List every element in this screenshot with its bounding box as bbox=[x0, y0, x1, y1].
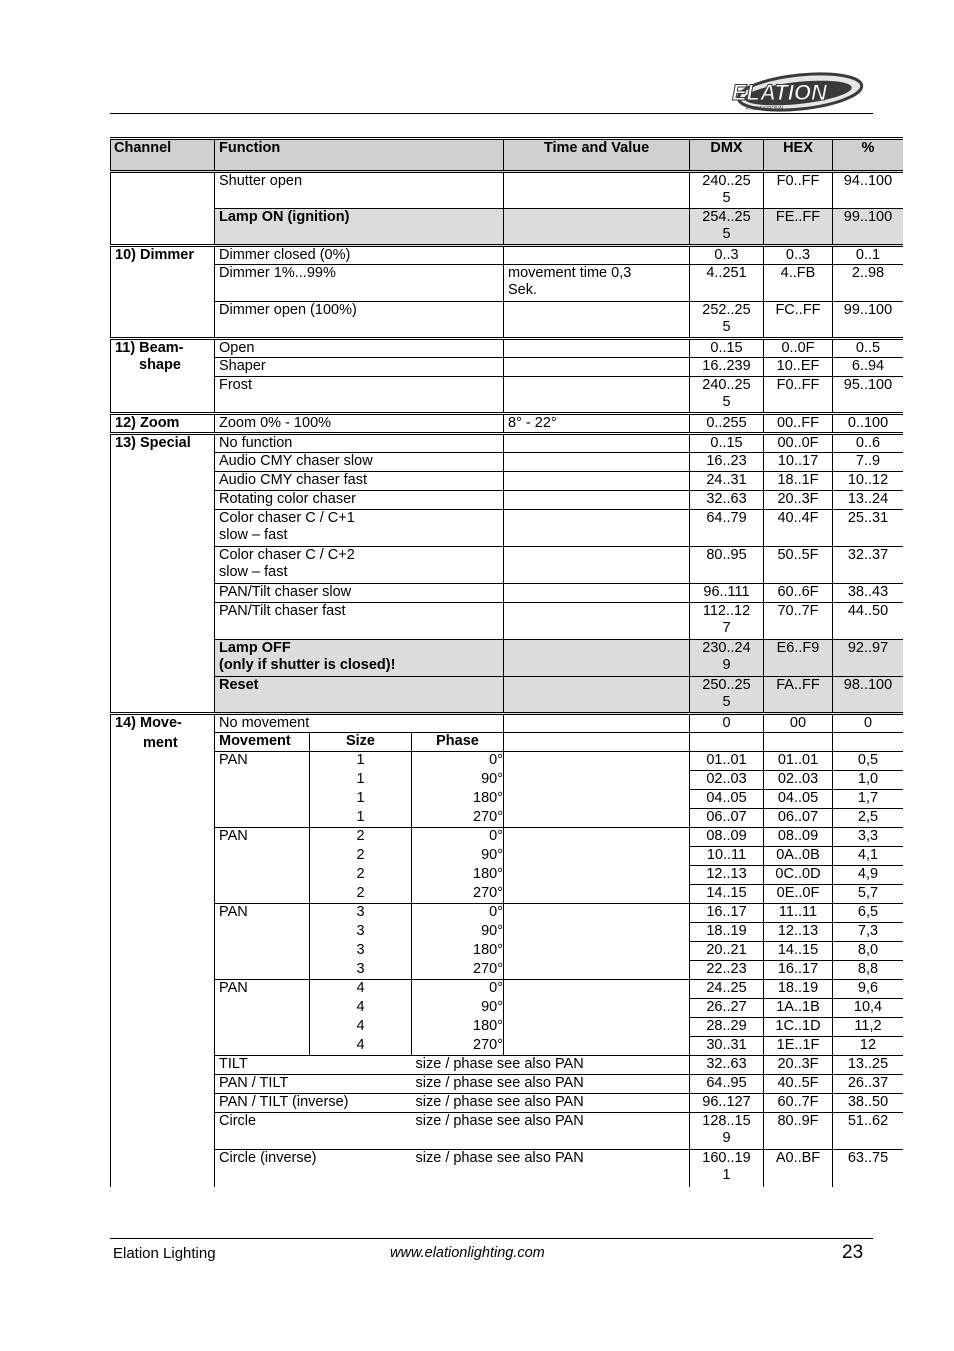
percent-cell: 8,8 bbox=[833, 961, 904, 980]
size-cell: 2 bbox=[310, 885, 412, 904]
table-row bbox=[111, 752, 904, 771]
time-value-cell bbox=[504, 603, 690, 640]
phase-cell: 90° bbox=[412, 923, 504, 942]
footer-website: www.elationlighting.com bbox=[390, 1245, 545, 1261]
hex-cell: 02..03 bbox=[764, 771, 833, 790]
dmx-cell: 32..63 bbox=[690, 491, 764, 510]
table-row bbox=[111, 547, 904, 584]
percent-cell: 92..97 bbox=[833, 640, 904, 677]
dmx-cell: 30..31 bbox=[690, 1037, 764, 1056]
movement-type-cell: PAN bbox=[215, 828, 310, 904]
size-cell: 1 bbox=[310, 790, 412, 809]
hex-cell: 0E..0F bbox=[764, 885, 833, 904]
dmx-cell: 80..95 bbox=[690, 547, 764, 584]
function-cell: Zoom 0% - 100% bbox=[215, 414, 504, 434]
hex-cell: FE..FF bbox=[764, 209, 833, 246]
time-value-cell bbox=[504, 961, 690, 980]
hex-cell: 40..5F bbox=[764, 1075, 833, 1094]
function-cell: PAN/Tilt chaser slow bbox=[215, 584, 504, 603]
hex-cell: 1E..1F bbox=[764, 1037, 833, 1056]
size-cell: 2 bbox=[310, 828, 412, 847]
percent-cell: 51..62 bbox=[833, 1113, 904, 1150]
percent-cell: 4,1 bbox=[833, 847, 904, 866]
hex-cell: 1C..1D bbox=[764, 1018, 833, 1037]
percent-cell: 25..31 bbox=[833, 510, 904, 547]
dmx-cell: 64..95 bbox=[690, 1075, 764, 1094]
table-row bbox=[111, 828, 904, 847]
percent-cell: 10,4 bbox=[833, 999, 904, 1018]
dmx-cell: 0..3 bbox=[690, 246, 764, 265]
note-cell: size / phase see also PAN bbox=[412, 1094, 690, 1113]
dmx-channel-table-wrap bbox=[110, 137, 903, 1201]
phase-cell: 180° bbox=[412, 866, 504, 885]
table-row bbox=[111, 434, 904, 453]
time-value-cell bbox=[504, 453, 690, 472]
dmx-cell: 22..23 bbox=[690, 961, 764, 980]
function-cell: Shaper bbox=[215, 358, 504, 377]
function-cell: Rotating color chaser bbox=[215, 491, 504, 510]
hex-cell: 0A..0B bbox=[764, 847, 833, 866]
phase-cell: 270° bbox=[412, 809, 504, 828]
hex-cell: 12..13 bbox=[764, 923, 833, 942]
dmx-cell: 18..19 bbox=[690, 923, 764, 942]
percent-cell: 63..75 bbox=[833, 1150, 904, 1187]
percent-cell: 1,7 bbox=[833, 790, 904, 809]
hex-cell: 0..3 bbox=[764, 246, 833, 265]
time-value-cell bbox=[504, 790, 690, 809]
dmx-cell: 0..255 bbox=[690, 414, 764, 434]
percent-cell: 5,7 bbox=[833, 885, 904, 904]
hex-cell: 80..9F bbox=[764, 1113, 833, 1150]
dmx-cell: 230..24 9 bbox=[690, 640, 764, 677]
hex-cell: 00 bbox=[764, 714, 833, 733]
table-row bbox=[111, 1113, 904, 1150]
size-cell: 4 bbox=[310, 980, 412, 999]
percent-cell: 12 bbox=[833, 1037, 904, 1056]
dmx-cell: 0 bbox=[690, 714, 764, 733]
function-cell: Open bbox=[215, 339, 504, 358]
function-cell: Color chaser C / C+2 slow – fast bbox=[215, 547, 504, 584]
dmx-cell: 24..31 bbox=[690, 472, 764, 491]
note-cell: size / phase see also PAN bbox=[412, 1056, 690, 1075]
percent-cell: 6..94 bbox=[833, 358, 904, 377]
percent-cell: 95..100 bbox=[833, 377, 904, 414]
hex-cell: 00..0F bbox=[764, 434, 833, 453]
col-header-percent: % bbox=[833, 139, 904, 172]
channel-label-line1: 12) Zoom bbox=[115, 415, 180, 431]
percent-cell: 1,0 bbox=[833, 771, 904, 790]
col-header-function: Function bbox=[215, 139, 504, 172]
percent-cell: 0..6 bbox=[833, 434, 904, 453]
size-cell: 4 bbox=[310, 999, 412, 1018]
channel-label bbox=[111, 434, 215, 714]
table-row bbox=[111, 510, 904, 547]
dmx-cell: 02..03 bbox=[690, 771, 764, 790]
dmx-cell: 0..15 bbox=[690, 339, 764, 358]
dmx-cell: 64..79 bbox=[690, 510, 764, 547]
dmx-cell: 16..17 bbox=[690, 904, 764, 923]
dmx-cell: 16..23 bbox=[690, 453, 764, 472]
hex-cell: FC..FF bbox=[764, 302, 833, 339]
function-cell: Frost bbox=[215, 377, 504, 414]
channel-label bbox=[111, 172, 215, 246]
time-value-cell bbox=[504, 980, 690, 999]
hex-cell: 04..05 bbox=[764, 790, 833, 809]
time-value-cell: movement time 0,3 Sek. bbox=[504, 265, 690, 302]
note-cell: size / phase see also PAN bbox=[412, 1113, 690, 1150]
function-cell: PAN / TILT (inverse) bbox=[215, 1094, 412, 1113]
function-cell: Lamp OFF (only if shutter is closed)! bbox=[215, 640, 504, 677]
dmx-cell: 128..15 9 bbox=[690, 1113, 764, 1150]
size-cell: 3 bbox=[310, 923, 412, 942]
movement-type-cell: PAN bbox=[215, 752, 310, 828]
hex-cell: 20..3F bbox=[764, 1056, 833, 1075]
percent-cell: 38..50 bbox=[833, 1094, 904, 1113]
channel-label bbox=[111, 714, 215, 1187]
hex-cell bbox=[764, 733, 833, 752]
size-cell: 4 bbox=[310, 1037, 412, 1056]
dmx-channel-table bbox=[110, 137, 903, 1187]
dmx-cell: 254..25 5 bbox=[690, 209, 764, 246]
table-row bbox=[111, 265, 904, 302]
hex-cell: FA..FF bbox=[764, 677, 833, 714]
percent-cell: 0..5 bbox=[833, 339, 904, 358]
col-header-time-value: Time and Value bbox=[504, 139, 690, 172]
table-row bbox=[111, 603, 904, 640]
time-value-cell bbox=[504, 434, 690, 453]
sub-header-size: Size bbox=[310, 733, 412, 752]
time-value-cell bbox=[504, 904, 690, 923]
function-cell: No function bbox=[215, 434, 504, 453]
function-cell: Reset bbox=[215, 677, 504, 714]
time-value-cell bbox=[504, 1018, 690, 1037]
percent-cell: 13..24 bbox=[833, 491, 904, 510]
percent-cell: 9,6 bbox=[833, 980, 904, 999]
hex-cell: F0..FF bbox=[764, 377, 833, 414]
percent-cell: 0,5 bbox=[833, 752, 904, 771]
dmx-cell: 240..25 5 bbox=[690, 172, 764, 209]
size-cell: 3 bbox=[310, 942, 412, 961]
phase-cell: 270° bbox=[412, 885, 504, 904]
hex-cell: E6..F9 bbox=[764, 640, 833, 677]
hex-cell: 01..01 bbox=[764, 752, 833, 771]
table-row bbox=[111, 172, 904, 209]
dmx-cell: 14..15 bbox=[690, 885, 764, 904]
note-cell: size / phase see also PAN bbox=[412, 1150, 690, 1187]
page-number: 23 bbox=[842, 1242, 864, 1263]
time-value-cell bbox=[504, 866, 690, 885]
table-row bbox=[111, 491, 904, 510]
col-header-channel: Channel bbox=[111, 139, 215, 172]
percent-cell: 2..98 bbox=[833, 265, 904, 302]
dmx-cell: 112..12 7 bbox=[690, 603, 764, 640]
percent-cell: 26..37 bbox=[833, 1075, 904, 1094]
function-cell: Audio CMY chaser fast bbox=[215, 472, 504, 491]
time-value-cell: 8° - 22° bbox=[504, 414, 690, 434]
function-cell: Circle bbox=[215, 1113, 412, 1150]
percent-cell: 38..43 bbox=[833, 584, 904, 603]
channel-label-line1: 14) Move- bbox=[115, 715, 182, 731]
hex-cell: 10..17 bbox=[764, 453, 833, 472]
percent-cell: 7..9 bbox=[833, 453, 904, 472]
percent-cell: 10..12 bbox=[833, 472, 904, 491]
dmx-cell: 24..25 bbox=[690, 980, 764, 999]
time-value-cell bbox=[504, 828, 690, 847]
time-value-cell bbox=[504, 677, 690, 714]
percent-cell: 13..25 bbox=[833, 1056, 904, 1075]
channel-label-line2: shape bbox=[139, 357, 181, 373]
percent-cell: 44..50 bbox=[833, 603, 904, 640]
function-cell: Audio CMY chaser slow bbox=[215, 453, 504, 472]
dmx-cell: 20..21 bbox=[690, 942, 764, 961]
channel-label bbox=[111, 246, 215, 339]
movement-type-cell: PAN bbox=[215, 904, 310, 980]
hex-cell: 70..7F bbox=[764, 603, 833, 640]
table-row bbox=[111, 1075, 904, 1094]
col-header-dmx: DMX bbox=[690, 139, 764, 172]
hex-cell: 0..0F bbox=[764, 339, 833, 358]
table-row bbox=[111, 377, 904, 414]
phase-cell: 180° bbox=[412, 790, 504, 809]
function-cell: Color chaser C / C+1 slow – fast bbox=[215, 510, 504, 547]
percent-cell: 0..100 bbox=[833, 414, 904, 434]
hex-cell: F0..FF bbox=[764, 172, 833, 209]
percent-cell: 8,0 bbox=[833, 942, 904, 961]
percent-cell: 94..100 bbox=[833, 172, 904, 209]
dmx-cell: 01..01 bbox=[690, 752, 764, 771]
sub-header-phase: Phase bbox=[412, 733, 504, 752]
function-cell: Dimmer 1%...99% bbox=[215, 265, 504, 302]
channel-label bbox=[111, 414, 215, 434]
hex-cell: 0C..0D bbox=[764, 866, 833, 885]
phase-cell: 180° bbox=[412, 942, 504, 961]
hex-cell: 60..7F bbox=[764, 1094, 833, 1113]
size-cell: 3 bbox=[310, 961, 412, 980]
phase-cell: 90° bbox=[412, 771, 504, 790]
time-value-cell bbox=[504, 771, 690, 790]
time-value-cell bbox=[504, 1037, 690, 1056]
channel-label-line1: 13) Special bbox=[115, 435, 191, 451]
percent-cell: 98..100 bbox=[833, 677, 904, 714]
percent-cell: 11,2 bbox=[833, 1018, 904, 1037]
time-value-cell bbox=[504, 640, 690, 677]
function-cell: PAN / TILT bbox=[215, 1075, 412, 1094]
hex-cell: 50..5F bbox=[764, 547, 833, 584]
time-value-cell bbox=[504, 358, 690, 377]
phase-cell: 90° bbox=[412, 847, 504, 866]
table-row bbox=[111, 1094, 904, 1113]
dmx-cell: 12..13 bbox=[690, 866, 764, 885]
percent-cell: 32..37 bbox=[833, 547, 904, 584]
dmx-cell: 250..25 5 bbox=[690, 677, 764, 714]
hex-cell: 40..4F bbox=[764, 510, 833, 547]
function-cell: Circle (inverse) bbox=[215, 1150, 412, 1187]
col-header-hex: HEX bbox=[764, 139, 833, 172]
hex-cell: 4..FB bbox=[764, 265, 833, 302]
phase-cell: 90° bbox=[412, 999, 504, 1018]
table-row bbox=[111, 640, 904, 677]
dmx-cell: 08..09 bbox=[690, 828, 764, 847]
percent-cell: 99..100 bbox=[833, 302, 904, 339]
logo-wordmark: ELATION bbox=[732, 80, 827, 105]
table-row bbox=[111, 414, 904, 434]
function-cell: TILT bbox=[215, 1056, 412, 1075]
function-cell: PAN/Tilt chaser fast bbox=[215, 603, 504, 640]
dmx-cell: 28..29 bbox=[690, 1018, 764, 1037]
time-value-cell bbox=[504, 491, 690, 510]
table-row bbox=[111, 302, 904, 339]
size-cell: 3 bbox=[310, 904, 412, 923]
size-cell: 2 bbox=[310, 866, 412, 885]
dmx-cell: 240..25 5 bbox=[690, 377, 764, 414]
hex-cell: 18..1F bbox=[764, 472, 833, 491]
percent-cell: 4,9 bbox=[833, 866, 904, 885]
size-cell: 2 bbox=[310, 847, 412, 866]
hex-cell: 60..6F bbox=[764, 584, 833, 603]
footer-rule bbox=[110, 1238, 873, 1239]
time-value-cell bbox=[504, 999, 690, 1018]
phase-cell: 0° bbox=[412, 828, 504, 847]
size-cell: 1 bbox=[310, 771, 412, 790]
table-row bbox=[111, 980, 904, 999]
percent-cell: 0 bbox=[833, 714, 904, 733]
time-value-cell bbox=[504, 584, 690, 603]
time-value-cell bbox=[504, 923, 690, 942]
time-value-cell bbox=[504, 733, 690, 752]
dmx-cell: 0..15 bbox=[690, 434, 764, 453]
dmx-cell: 32..63 bbox=[690, 1056, 764, 1075]
channel-label-line2: ment bbox=[143, 735, 178, 751]
percent-cell: 2,5 bbox=[833, 809, 904, 828]
hex-cell: 1A..1B bbox=[764, 999, 833, 1018]
size-cell: 4 bbox=[310, 1018, 412, 1037]
table-row bbox=[111, 246, 904, 265]
time-value-cell bbox=[504, 302, 690, 339]
channel-label-line1: 11) Beam- bbox=[115, 340, 184, 356]
hex-cell: 14..15 bbox=[764, 942, 833, 961]
time-value-cell bbox=[504, 547, 690, 584]
hex-cell: 16..17 bbox=[764, 961, 833, 980]
hex-cell: 11..11 bbox=[764, 904, 833, 923]
time-value-cell bbox=[504, 246, 690, 265]
table-row bbox=[111, 677, 904, 714]
hex-cell: 20..3F bbox=[764, 491, 833, 510]
time-value-cell bbox=[504, 752, 690, 771]
header-rule bbox=[110, 113, 873, 114]
time-value-cell bbox=[504, 377, 690, 414]
phase-cell: 0° bbox=[412, 904, 504, 923]
dmx-cell bbox=[690, 733, 764, 752]
logo-subtext: PROFESSIONAL bbox=[746, 106, 785, 112]
table-row bbox=[111, 584, 904, 603]
size-cell: 1 bbox=[310, 809, 412, 828]
percent-cell bbox=[833, 733, 904, 752]
elation-logo bbox=[724, 68, 866, 116]
phase-cell: 270° bbox=[412, 1037, 504, 1056]
channel-label bbox=[111, 339, 215, 414]
hex-cell: 10..EF bbox=[764, 358, 833, 377]
time-value-cell bbox=[504, 942, 690, 961]
hex-cell: 08..09 bbox=[764, 828, 833, 847]
size-cell: 1 bbox=[310, 752, 412, 771]
time-value-cell bbox=[504, 472, 690, 491]
time-value-cell bbox=[504, 847, 690, 866]
function-cell: No movement bbox=[215, 714, 504, 733]
time-value-cell bbox=[504, 809, 690, 828]
percent-cell: 7,3 bbox=[833, 923, 904, 942]
percent-cell: 99..100 bbox=[833, 209, 904, 246]
phase-cell: 0° bbox=[412, 980, 504, 999]
time-value-cell bbox=[504, 339, 690, 358]
percent-cell: 6,5 bbox=[833, 904, 904, 923]
footer-company: Elation Lighting bbox=[113, 1245, 216, 1262]
table-row bbox=[111, 1150, 904, 1187]
function-cell: Dimmer closed (0%) bbox=[215, 246, 504, 265]
movement-type-cell: PAN bbox=[215, 980, 310, 1056]
table-row bbox=[111, 904, 904, 923]
table-row bbox=[111, 472, 904, 491]
hex-cell: 18..19 bbox=[764, 980, 833, 999]
hex-cell: 00..FF bbox=[764, 414, 833, 434]
table-row bbox=[111, 358, 904, 377]
table-row bbox=[111, 1056, 904, 1075]
percent-cell: 3,3 bbox=[833, 828, 904, 847]
dmx-cell: 4..251 bbox=[690, 265, 764, 302]
time-value-cell bbox=[504, 172, 690, 209]
function-cell: Dimmer open (100%) bbox=[215, 302, 504, 339]
time-value-cell bbox=[504, 885, 690, 904]
time-value-cell bbox=[504, 209, 690, 246]
phase-cell: 270° bbox=[412, 961, 504, 980]
table-row bbox=[111, 714, 904, 733]
movement-subheader bbox=[111, 733, 904, 752]
dmx-cell: 96..127 bbox=[690, 1094, 764, 1113]
table-row bbox=[111, 453, 904, 472]
time-value-cell bbox=[504, 510, 690, 547]
percent-cell: 0..1 bbox=[833, 246, 904, 265]
table-row bbox=[111, 339, 904, 358]
dmx-cell: 26..27 bbox=[690, 999, 764, 1018]
channel-label-line1: 10) Dimmer bbox=[115, 247, 194, 263]
dmx-cell: 10..11 bbox=[690, 847, 764, 866]
note-cell: size / phase see also PAN bbox=[412, 1075, 690, 1094]
phase-cell: 0° bbox=[412, 752, 504, 771]
dmx-cell: 160..19 1 bbox=[690, 1150, 764, 1187]
hex-cell: 06..07 bbox=[764, 809, 833, 828]
table-header bbox=[111, 139, 904, 172]
phase-cell: 180° bbox=[412, 1018, 504, 1037]
dmx-cell: 04..05 bbox=[690, 790, 764, 809]
hex-cell: A0..BF bbox=[764, 1150, 833, 1187]
sub-header-movement: Movement bbox=[215, 733, 310, 752]
dmx-cell: 16..239 bbox=[690, 358, 764, 377]
function-cell: Lamp ON (ignition) bbox=[215, 209, 504, 246]
dmx-cell: 06..07 bbox=[690, 809, 764, 828]
dmx-cell: 96..111 bbox=[690, 584, 764, 603]
time-value-cell bbox=[504, 714, 690, 733]
function-cell: Shutter open bbox=[215, 172, 504, 209]
dmx-cell: 252..25 5 bbox=[690, 302, 764, 339]
table-row bbox=[111, 209, 904, 246]
